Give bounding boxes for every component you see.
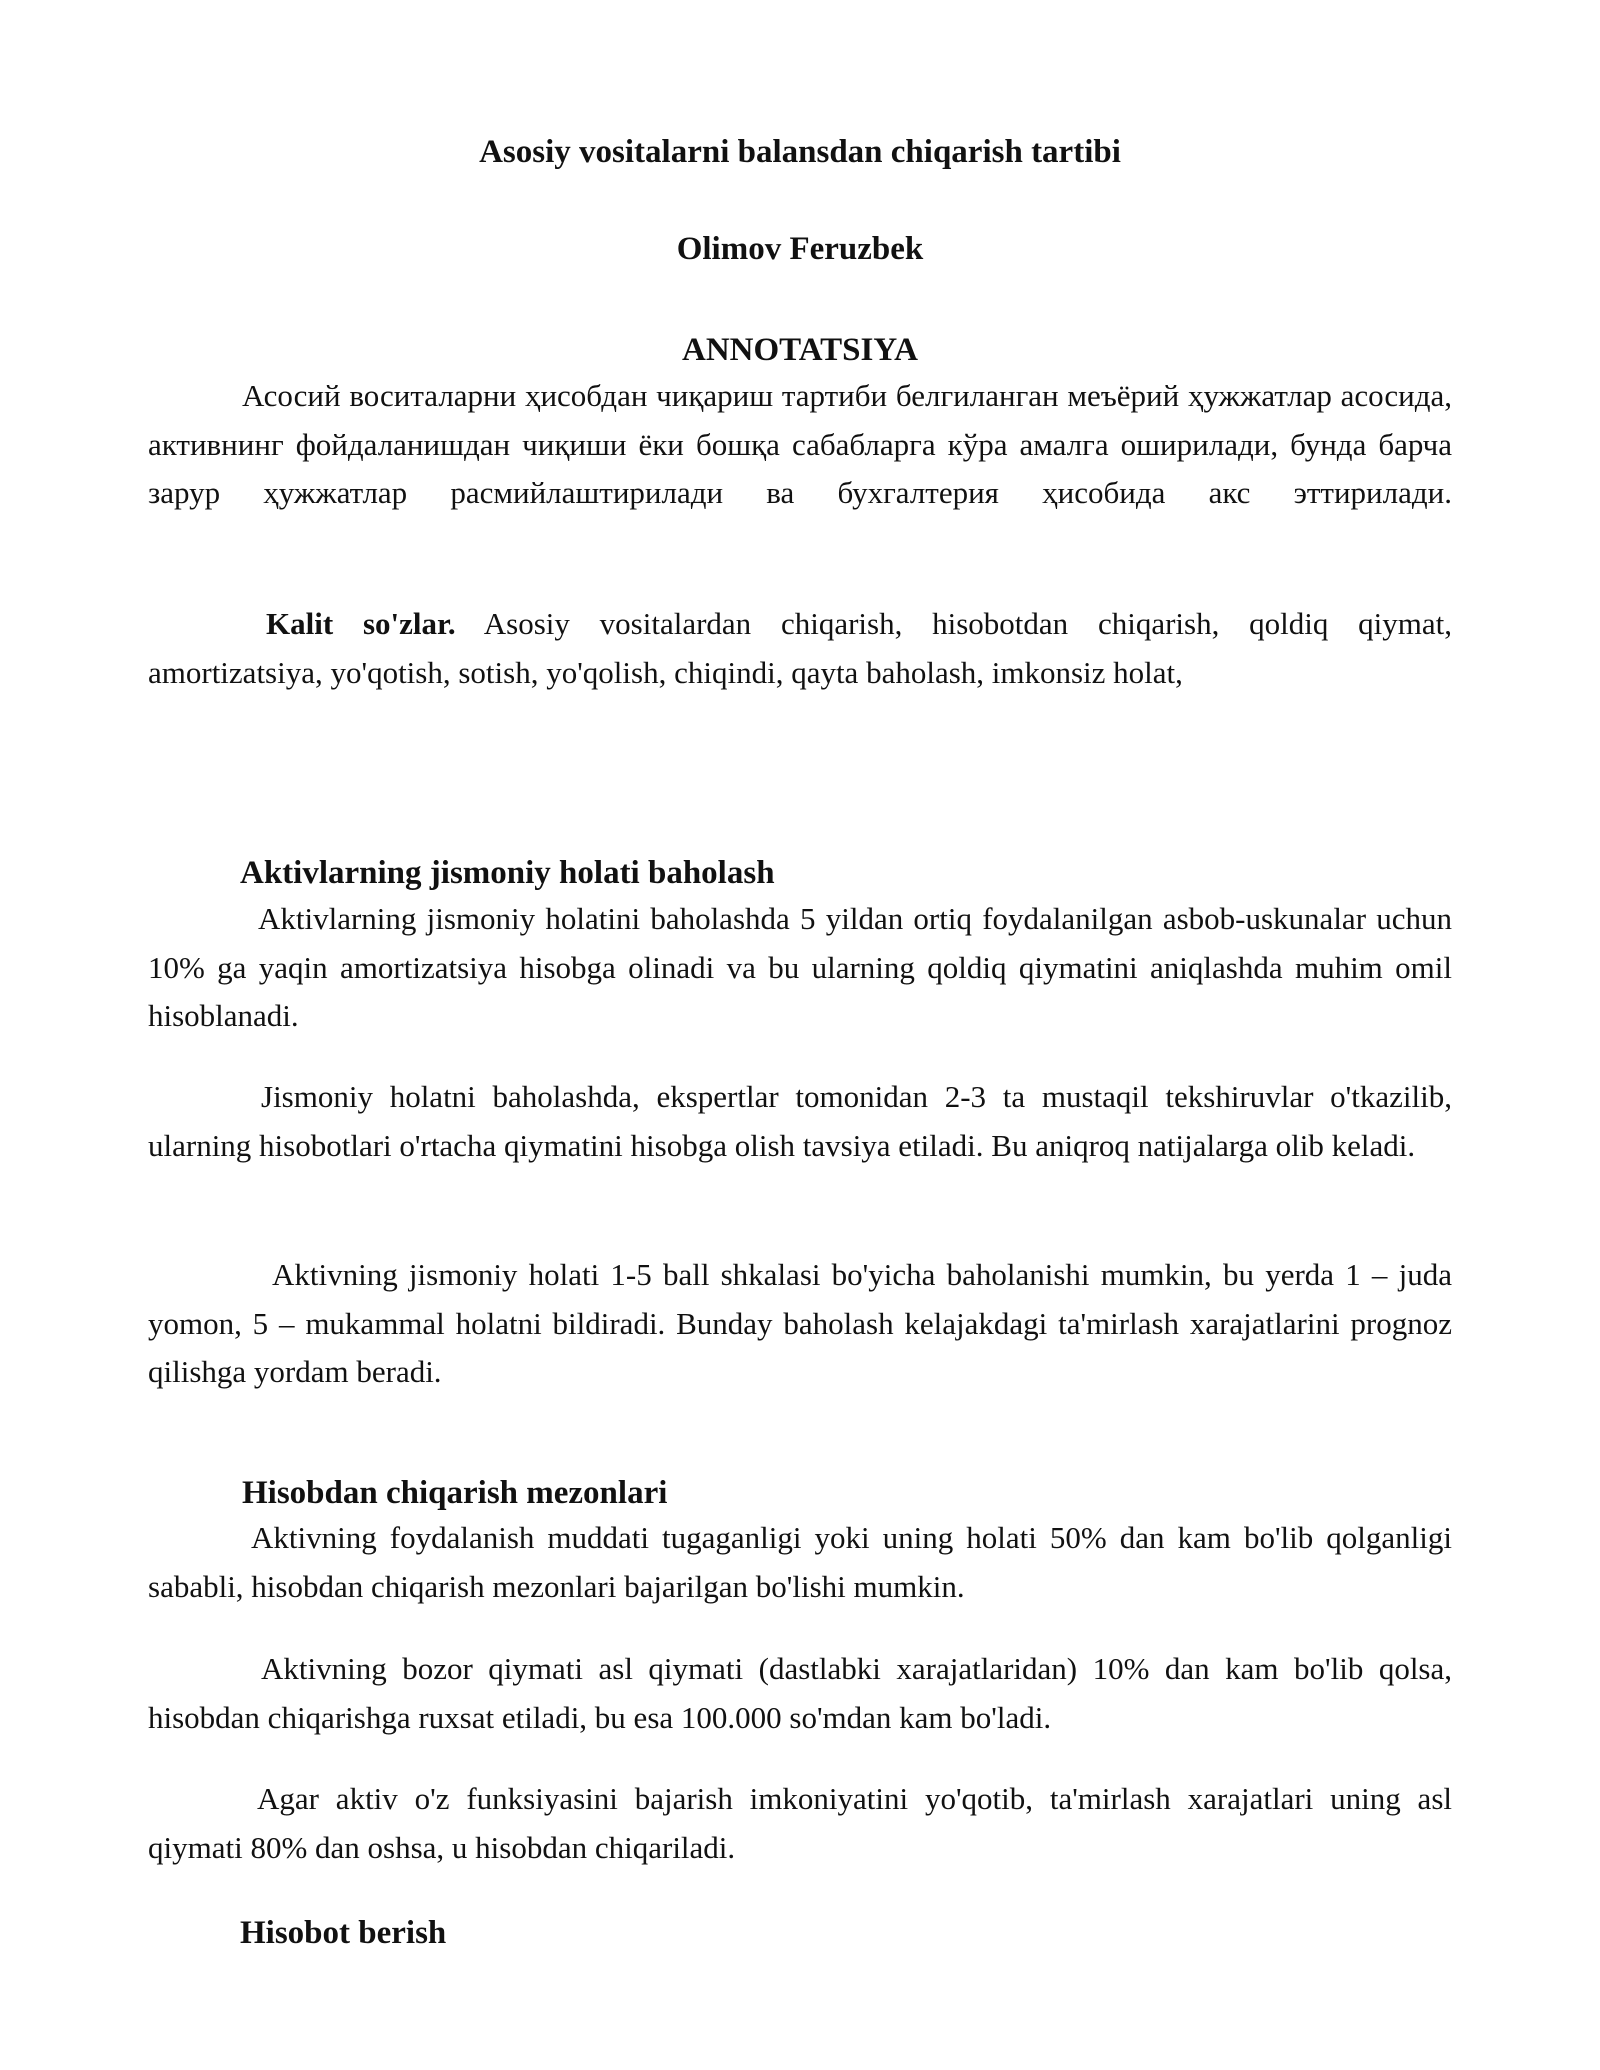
author-name: Olimov Feruzbek [676,231,924,267]
annotation-text: Асосий воситаларни ҳисобдан чиқариш тартиби белгиланган меъёрий ҳужжатлар асосида, активнинг фойдаланишдан чиқиши ёки бошқа сабабларга кўра амалга оширилади, бунда барча зарур ҳужжатлар расмийлаштирилади ва бухгалтерия ҳисобида акс эттирилади. [148,378,1452,510]
section-heading-reporting: Hisobot berish [240,1915,447,1951]
section-2-paragraph-2: Aktivning bozor qiymati asl qiymati (dastlabki xarajatlaridan) 10% dan kam bo'lib qolsa, hisobdan chiqarishga ruxsat etiladi, bu esa 100.000 so'mdan kam bo'ladi. [148,1651,1452,1735]
section-1-paragraph-2: Jismoniy holatni baholashda, ekspertlar tomonidan 2-3 ta mustaqil tekshiruvlar o'tkazilib, ularning hisobotlari o'rtacha qiymatini hisobga olish tavsiya etiladi. Bu aniqroq natijalarga olib keladi. [148,1079,1452,1163]
keywords-text: Asosiy vositalardan chiqarish, hisobotdan chiqarish, qoldiq qiymat, amortizatsiya, yo'qotish, sotish, yo'qolish, chiqindi, qayta baholash, imkonsiz holat, [148,606,1452,690]
annotation-heading: ANNOTATSIYA [682,332,918,368]
section-2-paragraph-3: Agar aktiv o'z funksiyasini bajarish imkoniyatini yo'qotib, ta'mirlash xarajatlari uning asl qiymati 80% dan oshsa, u hisobdan chiqariladi. [148,1781,1452,1865]
section-1-paragraph-1: Aktivlarning jismoniy holatini baholashda 5 yildan ortiq foydalanilgan asbob-uskunalar uchun 10% ga yaqin amortizatsiya hisobga olinadi va bu ularning qoldiq qiymatini aniqlashda muhim omil hisoblanadi. [148,901,1452,1033]
section-heading-physical-condition: Aktivlarning jismoniy holati baholash [240,855,775,891]
keywords-paragraph [148,600,1452,697]
keywords-label: Kalit so'zlar. [266,606,456,641]
section-1-paragraph-3: Aktivning jismoniy holati 1-5 ball shkalasi bo'yicha baholanishi mumkin, bu yerda 1 – juda yomon, 5 – mukammal holatni bildiradi. Bunday baholash kelajakdagi ta'mirlash xarajatlarini prognoz qilishga yordam beradi. [148,1257,1452,1389]
section-2-paragraph-1: Aktivning foydalanish muddati tugaganligi yoki uning holati 50% dan kam bo'lib qolganligi sababli, hisobdan chiqarish mezonlari bajarilgan bo'lishi mumkin. [148,1520,1452,1604]
section-heading-writeoff-criteria: Hisobdan chiqarish mezonlari [242,1475,668,1511]
document-title: Asosiy vositalarni balansdan chiqarish tartibi [479,134,1121,170]
